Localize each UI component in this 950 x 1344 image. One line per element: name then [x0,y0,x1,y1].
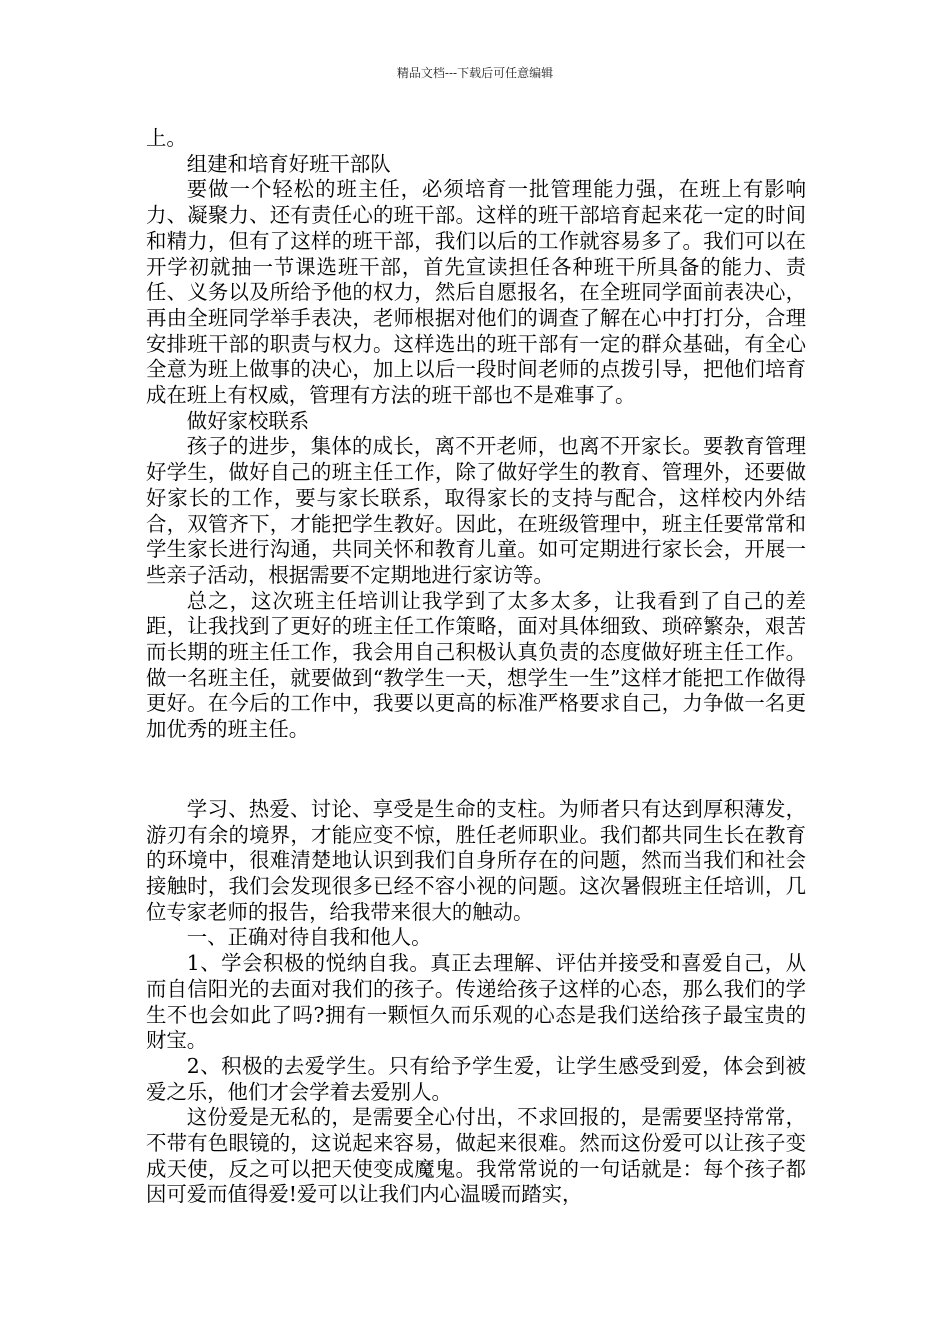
continuation-text: 上。 [146,126,187,150]
document-body [146,126,806,1208]
paragraph: 总之，这次班主任培训让我学到了太多太多，让我看到了自己的差距，让我找到了更好的班主任工作策略，面对具体细致、琐碎繁杂，艰苦而长期的班主任工作，我会用自己积极认真负责的态度做好班主任工作。做一名班主任，就要做到“教学生一天，想学生一生”这样才能把工作做得更好。在今后的工作中，我要以更高的标准严格要求自己，力争做一名更加优秀的班主任。 [146,588,806,742]
section-heading: 一、正确对待自我和他人。 [186,925,432,950]
paragraph: 这份爱是无私的，是需要全心付出，不求回报的，是需要坚持常常，不带有色眼镜的，这说起来容易，做起来很难。然而这份爱可以让孩子变成天使，反之可以把天使变成魔鬼。我常常说的一句话就是：每个孩子都因可爱而值得爱!爱可以让我们内心温暖而踏实， [146,1105,806,1207]
paragraph: 孩子的进步，集体的成长，离不开老师，也离不开家长。要教育管理好学生，做好自己的班主任工作，除了做好学生的教育、管理外，还要做好家长的工作，要与家长联系，取得家长的支持与配合，这样校内外结合，双管齐下，才能把学生教好。因此，在班级管理中，班主任要常常和学生家长进行沟通，共同关怀和教育儿童。如可定期进行家长会，开展一些亲子活动，根据需要不定期地进行家访等。 [146,434,806,587]
paragraph: 要做一个轻松的班主任，必须培育一批管理能力强，在班上有影响力、凝聚力、还有责任心的班干部。这样的班干部培育起来花一定的时间和精力，但有了这样的班干部，我们以后的工作就容易多了。我们可以在开学初就抽一节课选班干部，首先宣读担任各种班干所具备的能力、责任、义务以及所给予他的权力，然后自愿报名，在全班同学面前表决心，再由全班同学举手表决，老师根据对他们的调查了解在心中打打分，合理安排班干部的职责与权力。这样选出的班干部有一定的群众基础，有全心全意为班上做事的决心，加上以后一段时间老师的点拨引导，把他们培育成在班上有权威，管理有方法的班干部也不是难事了。 [146,177,806,408]
page-header: 精品文档---下载后可任意编辑 [396,66,554,80]
section-heading: 组建和培育好班干部队 [186,151,391,176]
section-heading: 做好家校联系 [186,408,310,433]
paragraph: 学习、热爱、讨论、享受是生命的支柱。为师者只有达到厚积薄发，游刃有余的境界，才能应变不惊，胜任老师职业。我们都共同生长在教育的环境中，很难清楚地认识到我们自身所存在的问题，然而当我们和社会接触时，我们会发现很多已经不容小视的问题。这次暑假班主任培训，几位专家老师的报告，给我带来很大的触动。 [146,796,806,924]
paragraph: 1、学会积极的悦纳自我。真正去理解、评估并接受和喜爱自己，从而自信阳光的去面对我们的孩子。传递给孩子这样的心态，那么我们的学生不也会如此了吗?拥有一颗恒久而乐观的心态是我们送给孩子最宝贵的财宝。 [146,951,806,1053]
paragraph: 2、积极的去爱学生。只有给予学生爱，让学生感受到爱，体会到被爱之乐，他们才会学着去爱别人。 [146,1053,806,1104]
section-spacer [146,743,806,797]
